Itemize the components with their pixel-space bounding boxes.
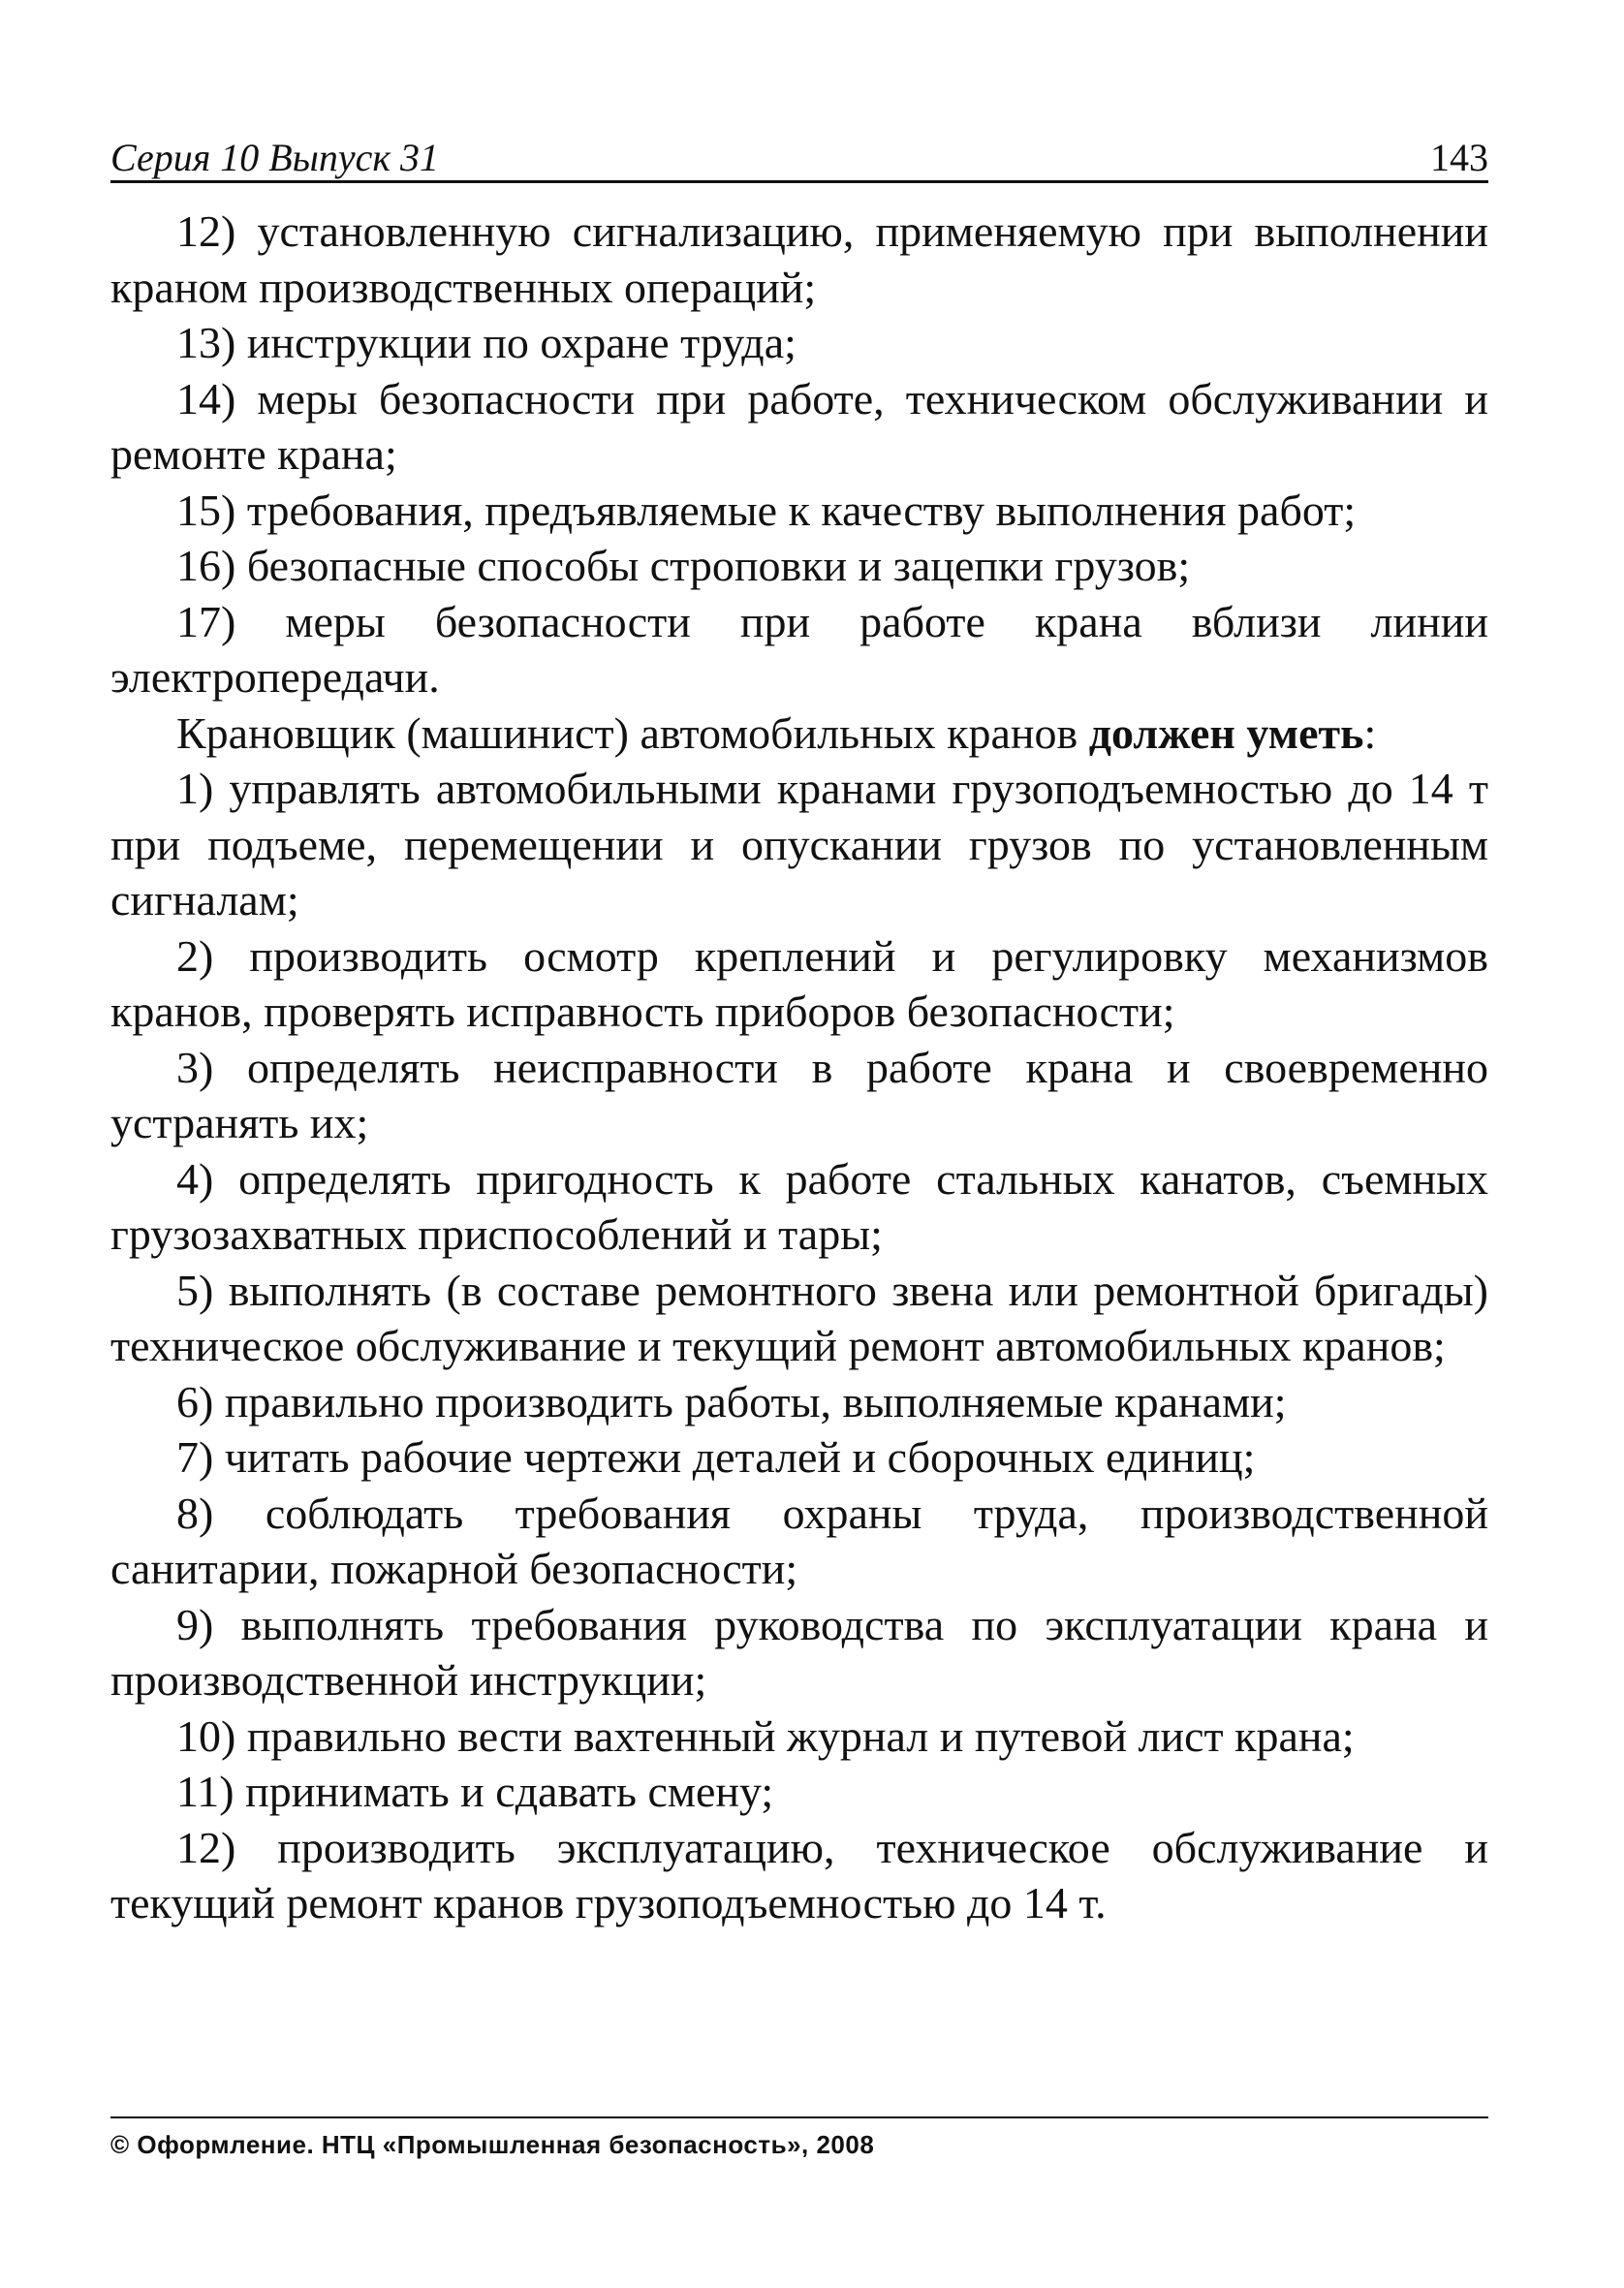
document-page <box>110 0 1488 2288</box>
list-item: 12) производить эксплуатацию, техническое обслуживание и текущий ремонт кранов грузоподъемностью до 14 т. <box>110 1822 1488 1928</box>
list-item: 10) правильно вести вахтенный журнал и путевой лист крана; <box>176 1710 1355 1761</box>
list-item: 13) инструкции по охране труда; <box>176 318 796 367</box>
list-item: 5) выполнять (в составе ремонтного звена или ремонтной бригады) техническое обслуживание и текущий ремонт автомобильных кранов; <box>110 1265 1488 1370</box>
page-number: 143 <box>1430 136 1488 179</box>
list-item: 8) соблюдать требования охраны труда, производственной санитарии, пожарной безопасности; <box>110 1488 1488 1593</box>
list-item: 4) определять пригодность к работе стальных канатов, съемных грузозахватных приспособлений и тары; <box>110 1153 1488 1259</box>
skills-intro <box>110 705 1488 762</box>
list-item: 16) безопасные способы строповки и зацепки грузов; <box>176 541 1191 590</box>
skills-intro-lead: Крановщик (машинист) автомобильных кранов <box>176 707 1089 758</box>
list-item: 6) правильно производить работы, выполняемые кранами; <box>176 1376 1287 1426</box>
running-header <box>110 134 1488 182</box>
header-divider <box>110 180 1488 183</box>
list-item: 17) меры безопасности при работе крана вблизи линии электропередачи. <box>110 596 1488 702</box>
footer-copyright: © Оформление. НТЦ «Промышленная безопасность», 2008 <box>110 2130 875 2159</box>
list-item: 2) производить осмотр креплений и регулировку механизмов кранов, проверять исправность приборов безопасности; <box>110 930 1488 1036</box>
series-title: Серия 10 Выпуск 31 <box>110 136 440 179</box>
skills-intro-tail: : <box>1363 707 1377 758</box>
list-item: 15) требования, предъявляемые к качеству выполнения работ; <box>176 485 1357 535</box>
list-item: 1) управлять автомобильными кранами грузоподъемностью до 14 т при подъеме, перемещении и опускании грузов по установленным сигналам; <box>110 764 1488 925</box>
list-item: 14) меры безопасности при работе, техническом обслуживании и ремонте крана; <box>110 373 1488 479</box>
skills-intro-emphasis: должен уметь <box>1088 707 1364 758</box>
footer-divider <box>110 2116 1488 2118</box>
list-item: 12) установленную сигнализацию, применяемую при выполнении краном производственных операций; <box>110 206 1488 312</box>
list-item: 3) определять неисправности в работе крана и своевременно устранять их; <box>110 1042 1488 1147</box>
list-item: 11) принимать и сдавать смену; <box>176 1767 774 1816</box>
body-text <box>110 204 1488 1931</box>
list-item: 7) читать рабочие чертежи деталей и сборочных единиц; <box>176 1432 1256 1482</box>
list-item: 9) выполнять требования руководства по эксплуатации крана и производственной инструкции; <box>110 1599 1488 1705</box>
